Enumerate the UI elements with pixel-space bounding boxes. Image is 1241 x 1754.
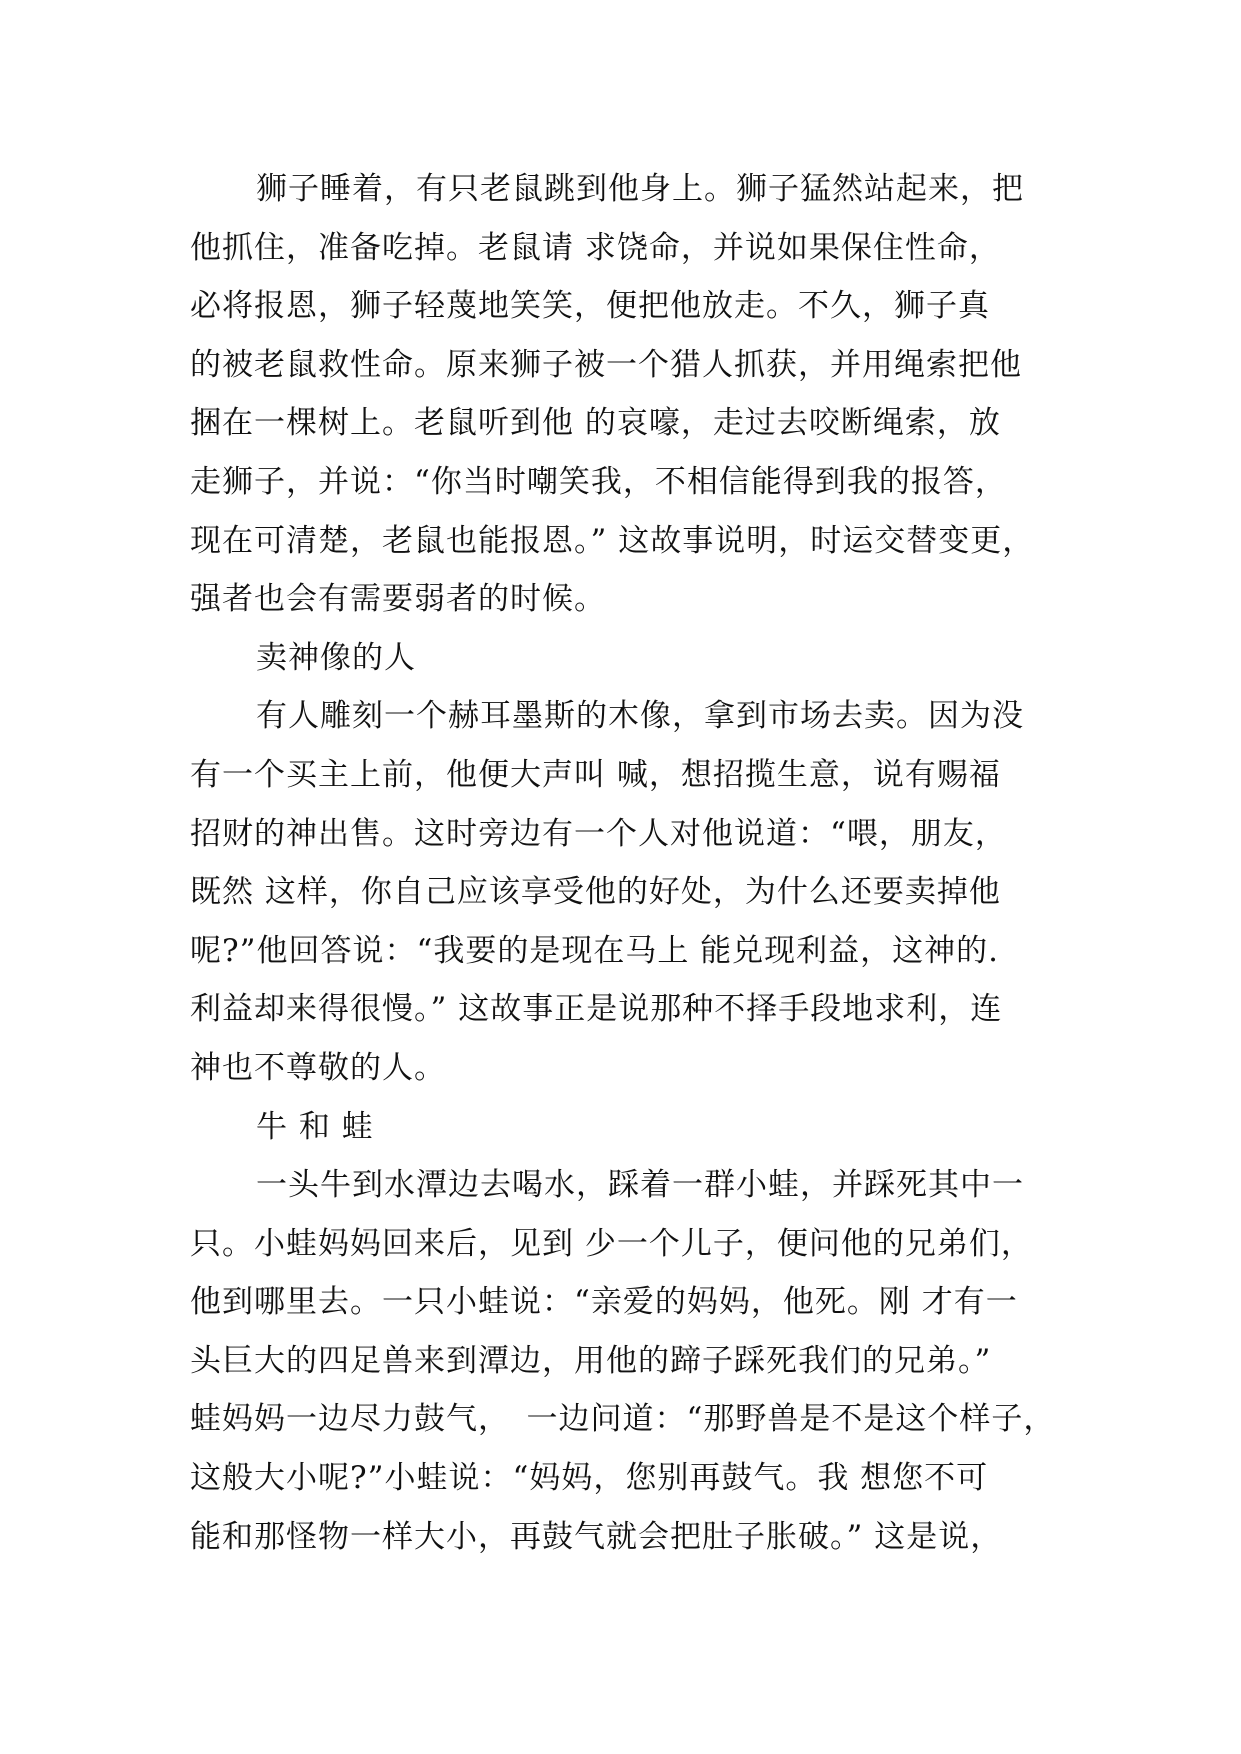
section-heading: 卖神像的人: [256, 639, 416, 676]
text-line: 有人雕刻一个赫耳墨斯的木像，拿到市场去卖。因为没: [256, 698, 1024, 735]
text-line: 只。小蛙妈妈回来后，见到 少一个儿子，便问他的兄弟们，: [190, 1225, 1033, 1262]
text-line: 能和那怪物一样大小，再鼓气就会把肚子胀破。” 这是说，: [190, 1518, 1003, 1555]
text-line: 这般大小呢?”小蛙说：“妈妈，您别再鼓气。我 想您不可: [190, 1460, 989, 1497]
text-line: 捆在一棵树上。老鼠听到他 的哀嚎，走过去咬断绳索，放: [190, 405, 1001, 442]
text-line: 走狮子，并说：“你当时嘲笑我，不相信能得到我的报答，: [190, 463, 1007, 500]
text-line: 既然 这样，你自己应该享受他的好处，为什么还要卖掉他: [190, 874, 1001, 911]
text-line: 蛙妈妈一边尽力鼓气， 一边问道：“那野兽是不是这个样子，: [190, 1401, 1056, 1438]
text-line: 神也不尊敬的人。: [190, 1049, 446, 1086]
text-line: 他抓住，准备吃掉。老鼠请 求饶命，并说如果保住性命，: [190, 229, 1001, 266]
text-line: 一头牛到水潭边去喝水，踩着一群小蛙，并踩死其中一: [256, 1167, 1024, 1204]
document-body: [190, 160, 1060, 1566]
section-heading: 牛 和 蛙: [256, 1108, 374, 1145]
text-line: 招财的神出售。这时旁边有一个人对他说道：“喂，朋友，: [190, 815, 1007, 852]
text-line: 狮子睡着，有只老鼠跳到他身上。狮子猛然站起来，把: [256, 171, 1024, 207]
text-line: 他到哪里去。一只小蛙说：“亲爱的妈妈，他死。刚 才有一: [190, 1284, 1018, 1321]
text-line: 现在可清楚，老鼠也能报恩。” 这故事说明，时运交替变更，: [190, 522, 1035, 559]
text-line: 头巨大的四足兽来到潭边，用他的蹄子踩死我们的兄弟。”: [190, 1342, 992, 1379]
text-line: 必将报恩，狮子轻蔑地笑笑，便把他放走。不久，狮子真: [190, 288, 990, 325]
text-line: 呢?”他回答说：“我要的是现在马上 能兑现利益，这神的.: [190, 932, 1000, 969]
text-line: 强者也会有需要弱者的时候。: [190, 581, 606, 618]
text-line: 的被老鼠救性命。原来狮子被一个猎人抓获，并用绳索把他: [190, 346, 1022, 383]
text-line: 有一个买主上前，他便大声叫 喊，想招揽生意，说有赐福: [190, 756, 1001, 793]
text-line: 利益却来得很慢。” 这故事正是说那种不择手段地求利，连: [190, 991, 1003, 1028]
